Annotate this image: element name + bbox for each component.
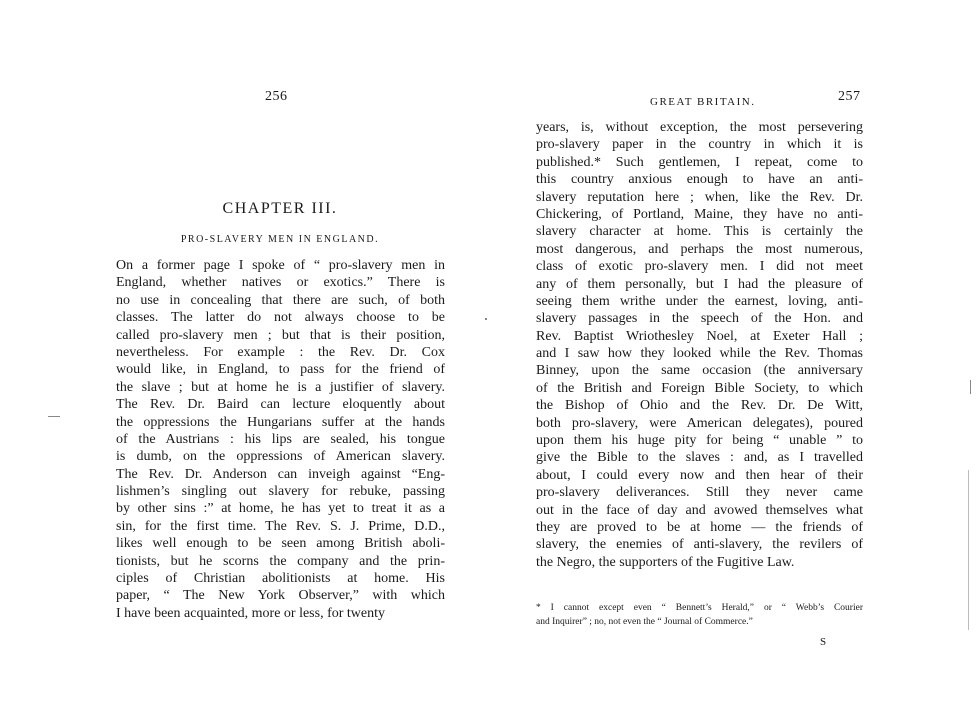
- text-line: slavery, the enemies of anti-slavery, the revilers of: [536, 537, 863, 553]
- text-line: the oppressions the Hungarians suffer at the hands: [116, 414, 445, 430]
- text-line: On a former page I spoke of “ pro-slavery men in: [116, 258, 445, 273]
- text-line: any of them personally, but I had the pleasure of: [536, 276, 863, 292]
- text-line: no use in concealing that there are such, of both: [116, 292, 445, 308]
- text-line: pro-slavery deliverances. Still they never came: [536, 485, 863, 501]
- text-line: ciples of Christian abolitionists at home. His: [116, 571, 445, 587]
- signature-mark: S: [820, 636, 827, 648]
- text-line: published.* Such gentlemen, I repeat, come to: [536, 154, 863, 170]
- right-page-number: 257: [838, 89, 861, 104]
- text-line: the slave ; but at home he is a justifier of slavery.: [116, 379, 445, 395]
- text-line: The Rev. Dr. Anderson can inveigh against “Eng-: [116, 466, 445, 482]
- text-line: paper, “ The New York Observer,” with which: [116, 588, 445, 604]
- text-line: they are proved to be at home — the friends of: [536, 519, 863, 535]
- text-line: nevertheless. For example : the Rev. Dr. Cox: [116, 344, 445, 360]
- text-line: The Rev. Dr. Baird can lecture eloquently about: [116, 397, 445, 413]
- text-line: England, whether natives or exotics.” There is: [116, 275, 445, 291]
- text-line: both pro-slavery, were American delegates), poured: [536, 415, 863, 431]
- text-line: sin, for the first time. The Rev. S. J. Prime, D.D.,: [116, 518, 445, 534]
- scan-mark: [968, 470, 969, 630]
- scan-mark: [485, 318, 487, 320]
- right-body-text: [536, 119, 863, 571]
- left-body-text: [116, 257, 445, 622]
- text-line: Chickering, of Portland, Maine, they have no anti-: [536, 206, 863, 222]
- text-line: Binney, upon the same occasion (the anniversary: [536, 363, 863, 379]
- text-line: most dangerous, and perhaps the most numerous,: [536, 241, 863, 257]
- footnote: [536, 602, 863, 629]
- text-line: likes well enough to be seen among British aboli-: [116, 536, 445, 552]
- running-head: GREAT BRITAIN.: [650, 96, 756, 108]
- text-line: of the Austrians : his lips are sealed, his tongue: [116, 431, 445, 447]
- text-line: slavery reputation here ; when, like the Rev. Dr.: [536, 189, 863, 205]
- text-line: the Negro, the supporters of the Fugitive Law.: [536, 554, 795, 570]
- text-line: this country anxious enough to have an anti-: [536, 172, 863, 188]
- text-line: class of exotic pro-slavery men. I did not meet: [536, 259, 863, 275]
- text-line: would like, in England, to pass for the friend of: [116, 362, 445, 378]
- text-line: Rev. Baptist Wriothesley Noel, at Exeter Hall ;: [536, 328, 863, 344]
- scan-mark: [970, 380, 971, 394]
- text-line: of the British and Foreign Bible Society, to which: [536, 380, 863, 396]
- text-line: is dumb, on the oppressions of American slavery.: [116, 449, 445, 465]
- chapter-subtitle: PRO-SLAVERY MEN IN ENGLAND.: [180, 234, 380, 245]
- text-line: give the Bible to the slaves : and, as I travelled: [536, 450, 863, 466]
- left-page-number: 256: [265, 89, 288, 104]
- text-line: pro-slavery paper in the country in which it is: [536, 137, 863, 153]
- text-line: by other sins :” at home, he has yet to treat it as a: [116, 501, 445, 517]
- footnote-line: * I cannot except even “ Bennett’s Herald,” or “ Webb’s Courier: [536, 603, 863, 613]
- text-line: tionists, but he scorns the company and the prin-: [116, 553, 445, 569]
- text-line: the Bishop of Ohio and the Rev. Dr. De Witt,: [536, 398, 863, 414]
- text-line: about, I could every now and then hear of their: [536, 467, 863, 483]
- footnote-line: and Inquirer” ; no, not even the “ Journal of Commerce.”: [536, 616, 753, 627]
- text-line: years, is, without exception, the most persevering: [536, 120, 863, 135]
- right-page: [490, 0, 980, 720]
- chapter-title: CHAPTER III.: [222, 200, 338, 217]
- text-line: lishmen’s singling out slavery for rebuke, passing: [116, 484, 445, 500]
- text-line: seeing them writhe under the earnest, loving, anti-: [536, 293, 863, 309]
- text-line: slavery character at home. This is certainly the: [536, 224, 863, 240]
- text-line: and I saw how they looked while the Rev. Thomas: [536, 346, 863, 362]
- text-line: slavery passages in the speech of the Hon. and: [536, 311, 863, 327]
- text-line: I have been acquainted, more or less, for twenty: [116, 605, 386, 621]
- text-line: upon them his huge pity for being “ unable ” to: [536, 433, 863, 449]
- text-line: classes. The latter do not always choose to be: [116, 310, 445, 326]
- scan-mark: [48, 416, 60, 417]
- text-line: called pro-slavery men ; but that is their position,: [116, 327, 445, 343]
- text-line: out in the face of day and avowed themselves what: [536, 502, 863, 518]
